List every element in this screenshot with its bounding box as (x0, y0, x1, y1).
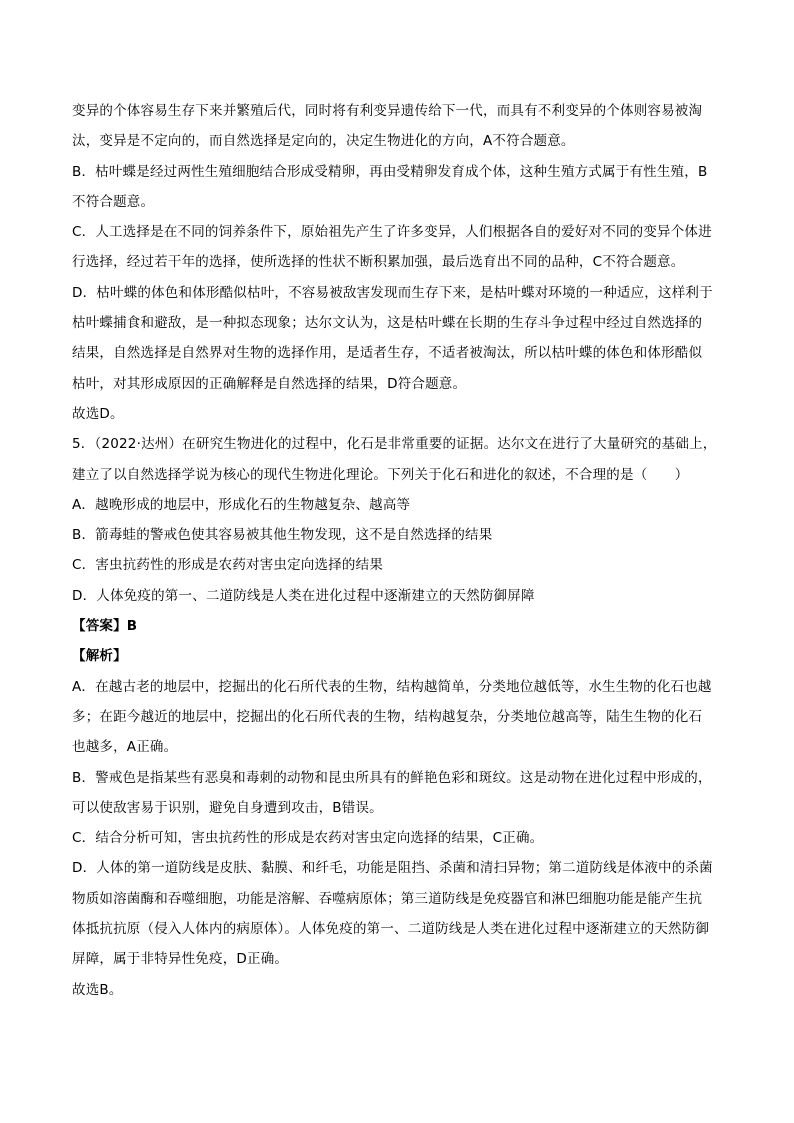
page-content (72, 96, 720, 1005)
option-b: B．箭毒蛙的警戒色使其容易被其他生物发现，这不是自然选择的结果 (72, 527, 493, 544)
option-a: A．越晚形成的地层中，形成化石的生物越复杂、越高等 (72, 496, 411, 513)
text-line: 物质如溶菌酶和吞噬细胞，功能是溶解、吞噬病原体；第三道防线是免疫器官和淋巴细胞功能是能产生抗 (72, 890, 703, 907)
analysis-b: B．警戒色是指某些有恶臭和毒刺的动物和昆虫所具有的鲜艳色彩和斑纹。这是动物在进化过程中形成的， (72, 769, 712, 786)
text-line: 枯叶蝶捕食和避敌，是一种拟态现象；达尔文认为，这是枯叶蝶在长期的生存斗争过程中经过自然选择的 (72, 315, 703, 332)
option-explanation-d: D．枯叶蝶的体色和体形酷似枯叶，不容易被敌害发现而生存下来，是枯叶蝶对环境的一种适应，这样利于 (72, 284, 713, 301)
analysis-d: D．人体的第一道防线是皮肤、黏膜、和纤毛，功能是阻挡、杀菌和清扫异物；第二道防线是体液中的杀菌 (72, 860, 713, 877)
conclusion-line: 故选D。 (72, 405, 124, 422)
text-line: 体抵抗抗原（侵入人体内的病原体）。人体免疫的第一、二道防线是人类在进化过程中逐渐建立的天然防御 (72, 921, 710, 938)
option-d: D．人体免疫的第一、二道防线是人类在进化过程中逐渐建立的天然防御屏障 (72, 587, 535, 604)
text-line: 不符合题意。 (72, 193, 155, 210)
question-stem: 5．（2022·达州）在研究生物进化的过程中，化石是非常重要的证据。达尔文在进行了大量研究的基础上， (72, 436, 717, 453)
text-line: 汰，变异是不定向的，而自然选择是定向的，决定生物进化的方向，A不符合题意。 (72, 133, 575, 150)
text-line: 多；在距今越近的地层中，挖掘出的化石所代表的生物，结构越复杂，分类地位越高等，陆生生物的化石 (72, 708, 703, 725)
analysis-a: A．在越古老的地层中，挖掘出的化石所代表的生物，结构越简单，分类地位越低等，水生生物的化石也越 (72, 678, 712, 695)
question-stem: 建立了以自然选择学说为核心的现代生物进化理论。下列关于化石和进化的叙述，不合理的是（ ） (72, 466, 689, 483)
option-c: C．害虫抗药性的形成是农药对害虫定向选择的结果 (72, 557, 384, 574)
option-explanation-c: C．人工选择是在不同的饲养条件下，原始祖先产生了许多变异，人们根据各自的爱好对不同的变异个体进 (72, 224, 712, 241)
text-line: 也越多，A正确。 (72, 739, 178, 756)
answer-label: 【答案】B (72, 618, 138, 635)
text-line: 屏障，属于非特异性免疫，D正确。 (72, 951, 289, 968)
text-line: 变异的个体容易生存下来并繁殖后代，同时将有利变异遗传给下一代，而具有不利变异的个体则容易被淘 (72, 103, 703, 119)
option-explanation-b: B．枯叶蝶是经过两性生殖细胞结合形成受精卵，再由受精卵发育成个体，这种生殖方式属于有性生殖，B (72, 163, 708, 180)
analysis-c: C．结合分析可知，害虫抗药性的形成是农药对害虫定向选择的结果，C正确。 (72, 830, 544, 847)
conclusion-line: 故选B。 (72, 981, 123, 998)
text-line: 行选择，经过若干年的选择，使所选择的性状不断积累加强，最后选育出不同的品种，C不符合题意。 (72, 254, 685, 271)
analysis-label: 【解析】 (72, 648, 127, 665)
text-line: 枯叶，对其形成原因的正确解释是自然选择的结果，D符合题意。 (72, 375, 467, 392)
text-line: 可以使敌害易于识别，避免自身遭到攻击，B错误。 (72, 799, 383, 816)
text-line: 结果，自然选择是自然界对生物的选择作用，是适者生存，不适者被淘汰，所以枯叶蝶的体色和体形酷似 (72, 345, 703, 362)
